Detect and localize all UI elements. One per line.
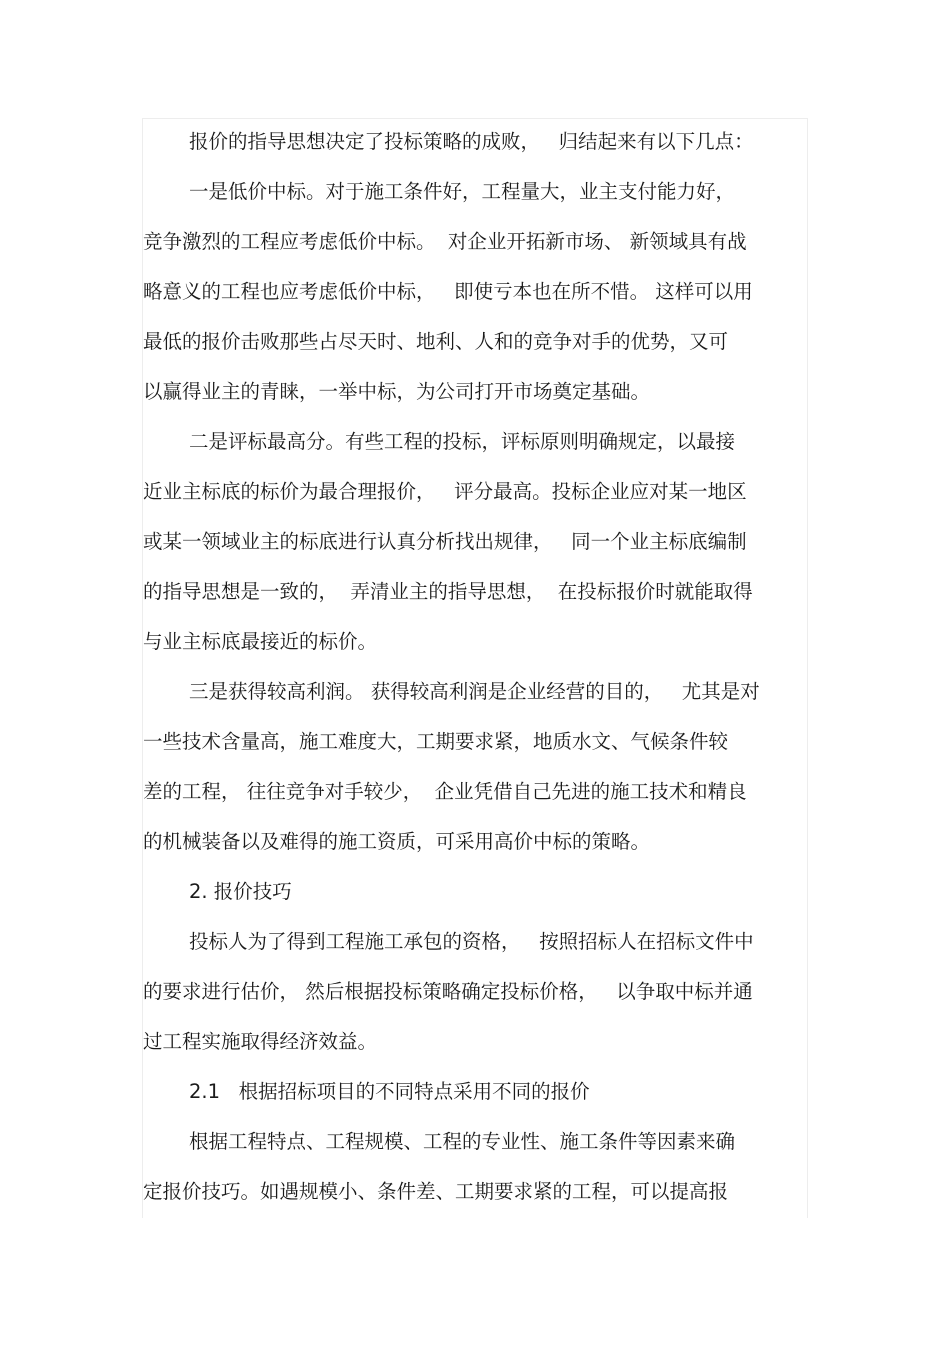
- text-line: 过工程实施取得经济效益。: [143, 1030, 378, 1053]
- section-heading: 2.1 根据招标项目的不同特点采用不同的报价: [189, 1080, 590, 1103]
- text-line: 的指导思想是一致的， 弄清业主的指导思想， 在投标报价时就能取得: [143, 580, 753, 603]
- text-line: 最低的报价击败那些占尽天时、地利、人和的竞争对手的优势，又可: [143, 330, 729, 353]
- text-line: 一些技术含量高，施工难度大，工期要求紧，地质水文、气候条件较: [143, 730, 729, 753]
- text-line: 根据工程特点、工程规模、工程的专业性、施工条件等因素来确: [189, 1130, 736, 1153]
- text-line: 的要求进行估价， 然后根据投标策略确定投标价格， 以争取中标并通: [143, 980, 753, 1003]
- text-line: 近业主标底的标价为最合理报价， 评分最高。投标企业应对某一地区: [143, 480, 747, 503]
- text-line: 投标人为了得到工程施工承包的资格， 按照招标人在招标文件中: [189, 930, 754, 953]
- text-line: 的机械装备以及难得的施工资质，可采用高价中标的策略。: [143, 830, 651, 853]
- section-heading: 2. 报价技巧: [189, 880, 292, 903]
- text-line: 略意义的工程也应考虑低价中标， 即使亏本也在所不惜。 这样可以用: [143, 280, 753, 303]
- text-line: 或某一领域业主的标底进行认真分析找出规律， 同一个业主标底编制: [143, 530, 747, 553]
- text-line: 三是获得较高利润。 获得较高利润是企业经营的目的， 尤其是对: [189, 680, 760, 703]
- document-body: [143, 117, 807, 1217]
- text-line: 报价的指导思想决定了投标策略的成败， 归结起来有以下几点：: [189, 130, 754, 153]
- text-line: 与业主标底最接近的标价。: [143, 630, 378, 653]
- text-line: 定报价技巧。如遇规模小、条件差、工期要求紧的工程，可以提高报: [143, 1180, 729, 1203]
- text-line: 差的工程， 往往竞争对手较少， 企业凭借自己先进的施工技术和精良: [143, 780, 747, 803]
- text-line: 二是评标最高分。有些工程的投标，评标原则明确规定，以最接: [189, 430, 736, 453]
- text-line: 一是低价中标。对于施工条件好，工程量大，业主支付能力好，: [189, 180, 736, 203]
- text-line: 以赢得业主的青睐，一举中标，为公司打开市场奠定基础。: [143, 380, 651, 403]
- text-line: 竞争激烈的工程应考虑低价中标。 对企业开拓新市场、 新领域具有战: [143, 230, 747, 253]
